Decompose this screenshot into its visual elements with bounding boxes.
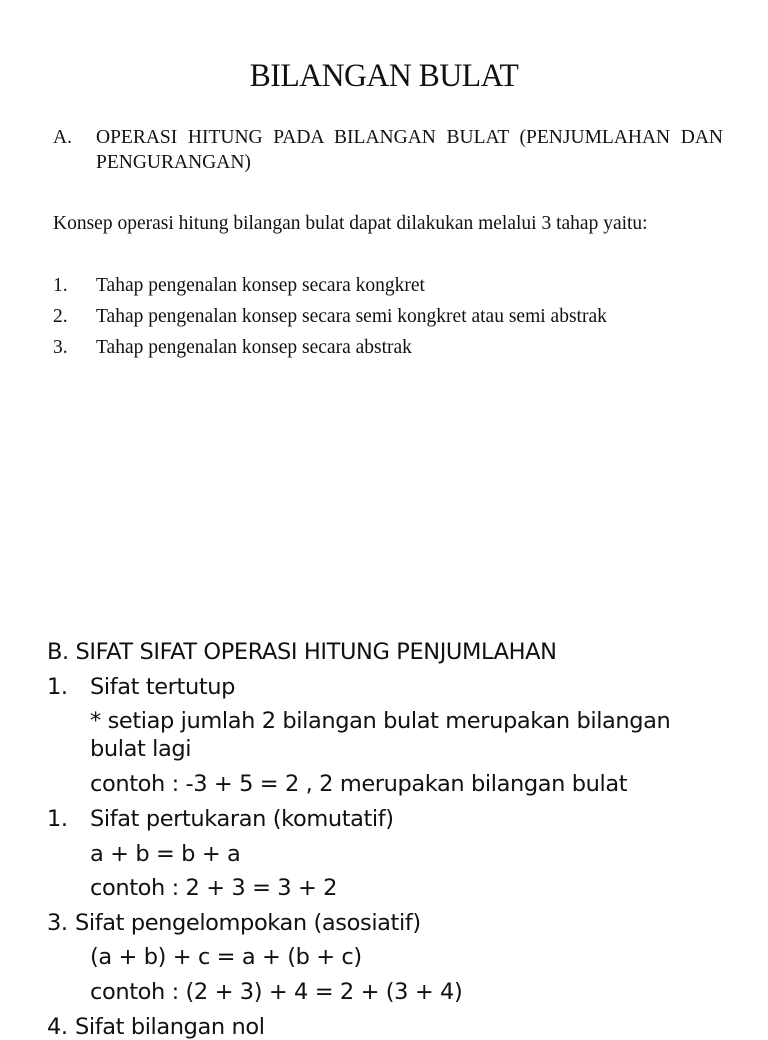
item-title: Sifat bilangan nol [75, 1014, 265, 1040]
item-number: 3. [47, 910, 68, 936]
item-number: 1. [47, 674, 68, 700]
item-line: contoh : 2 + 3 = 3 + 2 [90, 875, 338, 901]
intro-paragraph: Konsep operasi hitung bilangan bulat dapat dilakukan melalui 3 tahap yaitu: [53, 213, 648, 234]
item-title: Sifat pertukaran (komutatif) [90, 806, 394, 832]
list-number: 2. [53, 306, 68, 327]
item-title: Sifat pengelompokan (asosiatif) [75, 910, 421, 936]
list-number: 1. [53, 275, 68, 296]
item-line: a + b = b + a [90, 841, 241, 867]
section-a-heading [53, 125, 723, 175]
section-a-label: A. [53, 127, 72, 148]
item-line: contoh : -3 + 5 = 2 , 2 merupakan bilangan bulat [90, 771, 628, 797]
item-line: * setiap jumlah 2 bilangan bulat merupakan bilangan [90, 708, 671, 734]
list-number: 3. [53, 337, 68, 358]
item-title: Sifat tertutup [90, 674, 235, 700]
item-line: contoh : (2 + 3) + 4 = 2 + (3 + 4) [90, 979, 463, 1005]
list-text: Tahap pengenalan konsep secara semi kongkret atau semi abstrak [96, 306, 607, 327]
item-line: bulat lagi [90, 736, 192, 762]
item-number: 4. [47, 1014, 68, 1040]
item-line: (a + b) + c = a + (b + c) [90, 944, 362, 970]
list-text: Tahap pengenalan konsep secara abstrak [96, 337, 412, 358]
section-b-heading: B. SIFAT SIFAT OPERASI HITUNG PENJUMLAHAN [47, 639, 557, 665]
item-number: 1. [47, 806, 68, 832]
list-text: Tahap pengenalan konsep secara kongkret [96, 275, 425, 296]
page-title: BILANGAN BULAT [249, 58, 519, 94]
section-a-text: OPERASI HITUNG PADA BILANGAN BULAT (PENJUMLAHAN DAN PENGURANGAN) [96, 127, 723, 173]
